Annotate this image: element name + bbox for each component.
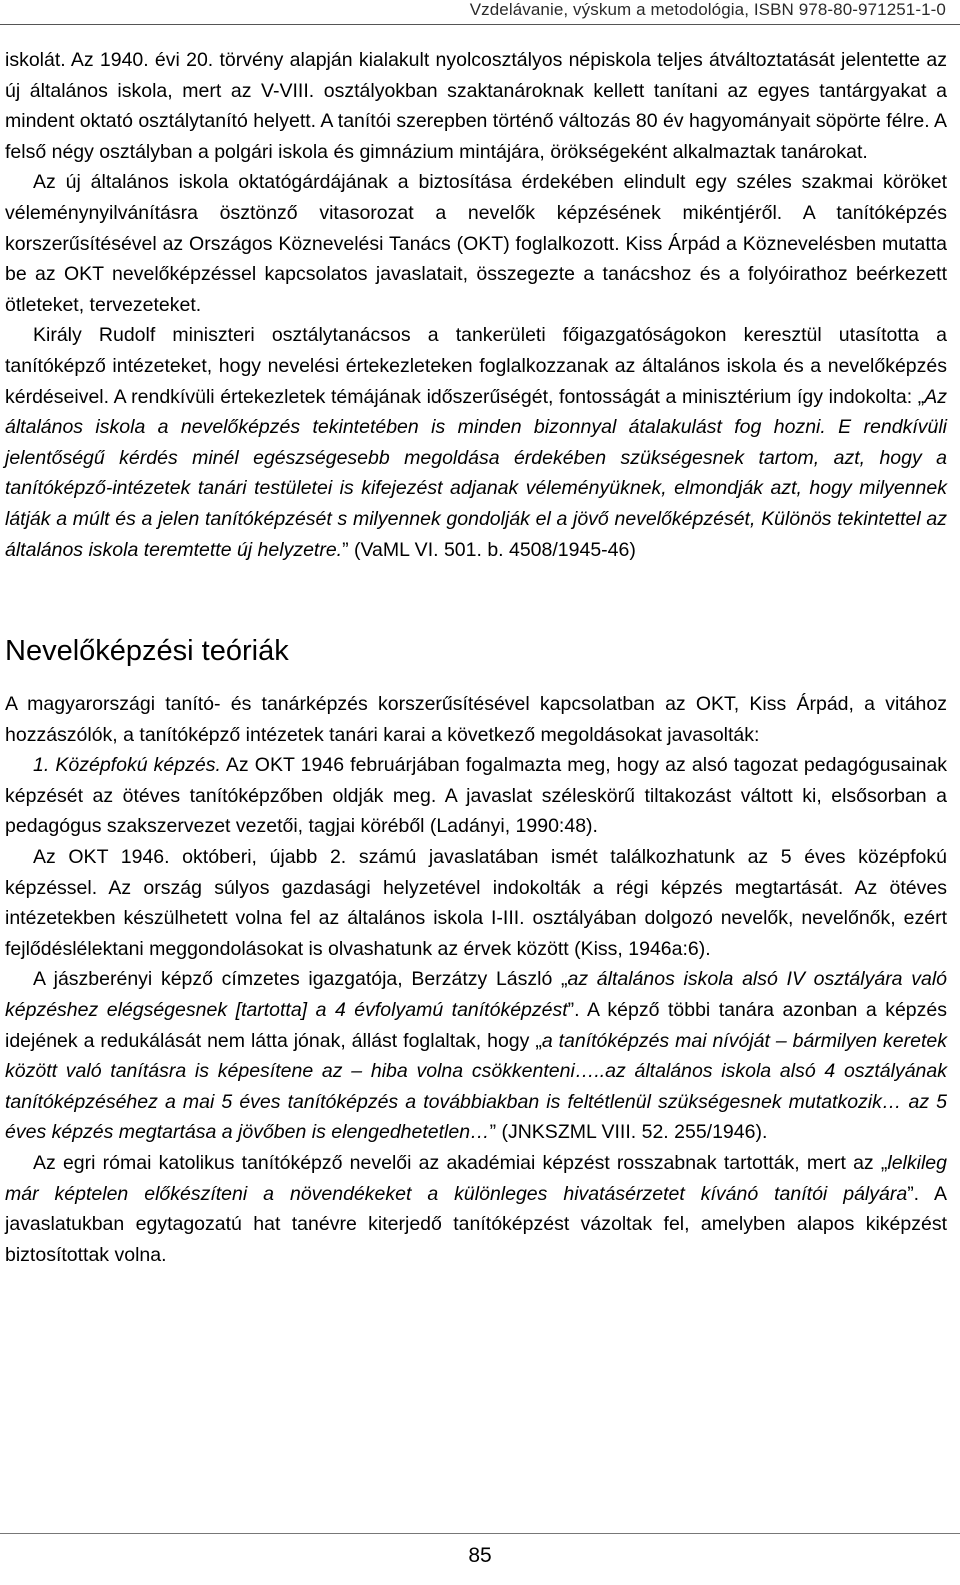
paragraph-5-text: Az OKT 1946 februárjában fogalmazta meg, hogy az alsó tagozat pedagógusainak képzését az ötéves tanítóképzőben oldják meg. A javaslat széleskörű tiltakozást váltott ki, elsősorban a pedagógus szakszervezet vezetői, tagjai köréből (Ladányi, 1990:48).	[5, 754, 948, 838]
paragraph-8-text-b: ”. A javaslatukban egytagozatú hat tanévre kiterjedő tanítóképzést vázoltak fel, amelyben alapos kiképzést biztosítottak volna.	[5, 1182, 947, 1266]
paragraph-8-text-a: Az egri római katolikus tanítóképző nevelői az akadémiai képzést rosszabnak tartották, mert az „	[33, 1152, 888, 1174]
paragraph-1: iskolát. Az 1940. évi 20. törvény alapján kialakult nyolcosztályos népiskola teljes átváltoztatását jelentette az új általános iskola, mert az V-VIII. osztályokban szaktanároknak kellett tanítani az egyes tantárgyakat a mindent oktató osztálytanító helyett. A tanítói szerepben történő változás 80 év hagyományait söpörte félre. A felső négy osztályban a polgári iskola és gimnázium mintájára, örökségeként alkalmaztak tanárokat.	[5, 49, 947, 163]
paragraph-8	[5, 1148, 947, 1270]
paragraph-2: Az új általános iskola oktatógárdájának a biztosítása érdekében elindult egy széles szakmai köröket véleménynyilvánításra ösztönző vitasorozat a nevelők képzésének mikéntjéről. A tanítóképzés korszerűsítésével az Országos Köznevelési Tanács (OKT) foglalkozott. Kiss Árpád a Köznevelésben mutatta be az OKT nevelőképzéssel kapcsolatos javaslatait, összegezte a tanácshoz és a folyóirathoz beérkezett ötleteket, tervezeteket.	[5, 171, 947, 316]
paragraph-6: Az OKT 1946. októberi, újabb 2. számú javaslatában ismét találkozhatunk az 5 éves középfokú képzéssel. Az ország súlyos gazdasági helyzetével indokolták a régi képzés megtartását. Az ötéves intézetekben készülhetett volna fel az általános iskola I-III. osztályában dolgozó nevelők, nevelőnők, ezért fejlődéslélektani meggondolásokat is olvashatunk az érvek között (Kiss, 1946a:6).	[5, 846, 947, 960]
paragraph-7-quote-2: a tanítóképzés mai nívóját – bármilyen keretek között való tanításra is képesítene az – hiba volna csökkenteni…..az általános iskola alsó 4 osztályának tanítóképzéséhez a mai 5 éves tanítóképzés a továbbiakban is feltétlenül szükségesnek mutatkozik… az 5 éves képzés megtartása a jövőben is elengedhetetlen…	[5, 1029, 948, 1144]
document-body	[5, 45, 947, 1270]
header-divider	[0, 24, 960, 25]
paragraph-3-citation: ” (VaML VI. 501. b. 4508/1945-46)	[342, 538, 636, 561]
paragraph-7-text-b: ”. A képző többi tanára azonban a képzés idejének a redukálását nem látta jónak, állást foglaltak, hogy „	[5, 999, 947, 1052]
paragraph-3	[5, 320, 947, 565]
paragraph-7-quote-1: az általános iskola alsó IV osztályára való képzéshez elégségesnek [tartotta] a 4 évfolyamú tanítóképzést	[5, 968, 947, 1022]
running-header: Vzdelávanie, výskum a metodológia, ISBN 978-80-971251-1-0	[469, 0, 946, 19]
section-heading: Nevelőképzési teóriák	[5, 635, 289, 668]
paragraph-4: A magyarországi tanító- és tanárképzés korszerűsítésével kapcsolatban az OKT, Kiss Árpád, a vitához hozzászólók, a tanítóképző intézetek tanári karai a következő megoldásokat javasolták:	[5, 693, 947, 746]
paragraph-3-text: Király Rudolf miniszteri osztálytanácsos a tankerületi főigazgatóságokon keresztül utasította a tanítóképző intézeteket, hogy nevelési értekezleteken foglalkozzanak az általános iskola és a nevelőképzés kérdéseivel. A rendkívüli értekezletek témájának időszerűségét, fontosságát a minisztérium így indokolta: „	[5, 324, 947, 408]
paragraph-7-citation: ” (JNKSZML VIII. 52. 255/1946).	[489, 1121, 768, 1144]
page-number: 85	[468, 1544, 492, 1567]
list-item-label: 1. Középfokú képzés.	[33, 754, 221, 777]
paragraph-5	[5, 750, 947, 842]
paragraph-7	[5, 964, 947, 1148]
paragraph-8-quote: lelkileg már képtelen előkészíteni a növendékeket a különleges hivatásérzetet kívánó tanítói pályára	[5, 1152, 947, 1205]
paragraph-7-text-a: A jászberényi képző címzetes igazgatója, Berzátzy László „	[33, 968, 568, 991]
paragraph-3-quote: Az általános iskola a nevelőképzés tekintetében is minden bizonnyal átalakulást fog hozni. E rendkívüli jelentőségű kérdés minél egészségesebb megoldása érdekében szükségesnek tartom, azt, hogy a tanítóképző-intézetek tanári testületei is kifejezést adjanak véleményüknek, elmondják azt, hogy milyennek látják a múlt és a jelen tanítóképzését s milyennek gondolják el a jövő nevelőképzését, Különös tekintettel az általános iskola teremtette új helyzetre.	[5, 385, 947, 561]
footer-divider	[0, 1533, 960, 1534]
